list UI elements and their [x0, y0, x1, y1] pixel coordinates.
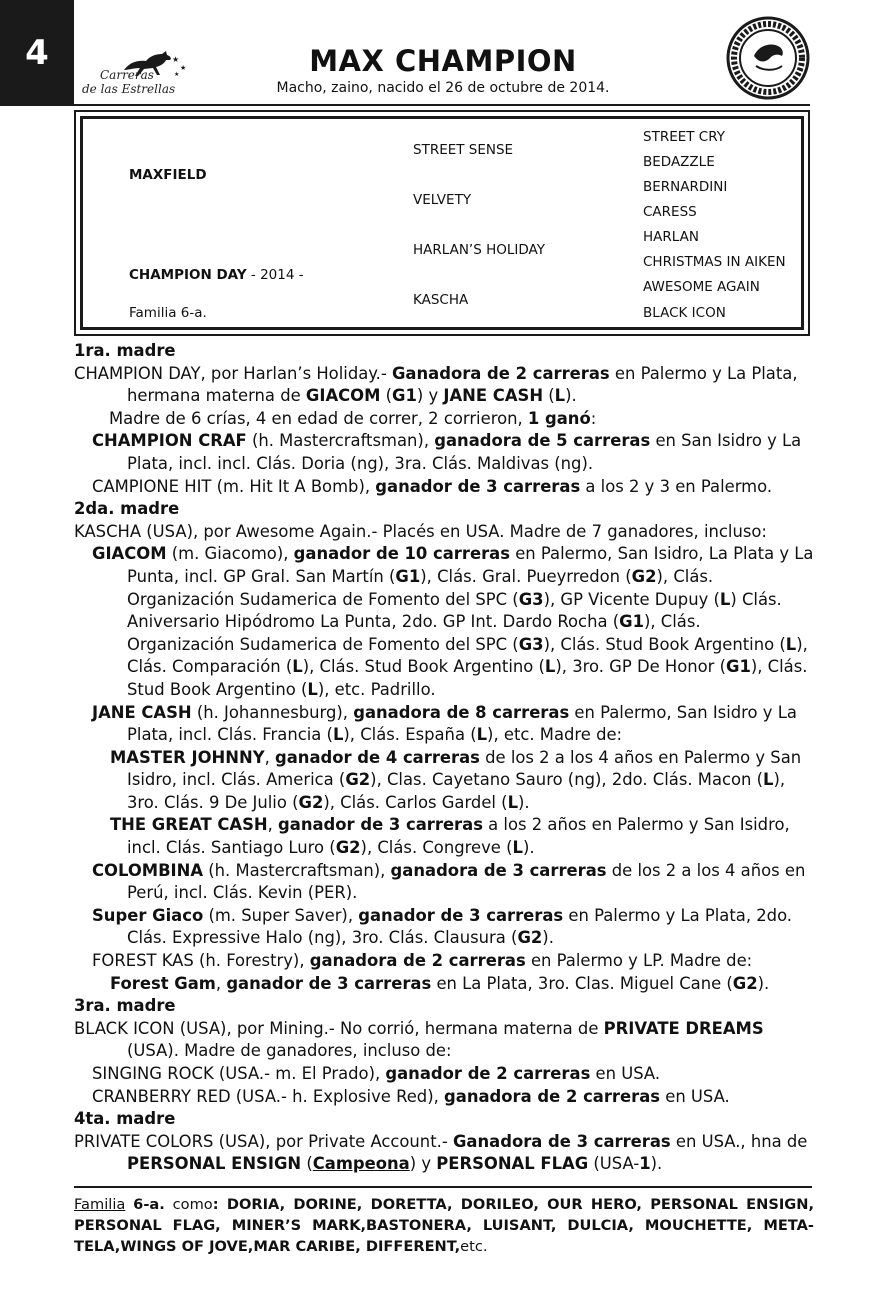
produce-entry: Forest Gam, ganador de 3 carreras en La Plata, 3ro. Clas. Miguel Cane (G2). [110, 973, 770, 993]
footer-rule [74, 1186, 812, 1188]
pedigree-g3: BEDAZZLE [643, 154, 715, 170]
family-list: : DORIA, DORINE, DORETTA, DORILEO, OUR HERO, PERSONAL ENSIGN, PERSONAL FLAG, MINER’S MARK,BASTONERA, LUISANT, DULCIA, MOUCHETTE, META-TELA,WINGS OF JOVE,MAR CARIBE, DIFFERENT, [74, 1196, 814, 1255]
pedigree-dam-dam: KASCHA [413, 292, 469, 308]
third-dam-text: BLACK ICON (USA), por Mining.- No corrió, hermana materna de PRIVATE DREAMS (USA). Madre de ganadores, incluso de: [74, 1018, 764, 1061]
pedigree-g3: STREET CRY [643, 129, 725, 145]
produce-entry: CRANBERRY RED (USA.- h. Explosive Red), ganadora de 2 carreras en USA. [92, 1086, 730, 1106]
section-fourth-dam: 4ta. madre [74, 1109, 176, 1129]
first-dam-text: CHAMPION DAY, por Harlan’s Holiday.- Ganadora de 2 carreras en Palermo y La Plata, hermana materna de GIACOM (G1) y JANE CASH (L). [74, 363, 798, 406]
produce-entry: SINGING ROCK (USA.- m. El Prado), ganador de 2 carreras en USA. [92, 1064, 661, 1083]
pedigree-g3: CHRISTMAS IN AIKEN [643, 254, 786, 270]
produce-entry: COLOMBINA (h. Mastercraftsman), ganadora de 3 carreras de los 2 a los 4 años en Perú, incl. Clás. Kevin (PER). [92, 860, 806, 903]
family-footer [74, 1194, 814, 1257]
svg-text:★: ★ [180, 64, 187, 72]
svg-text:★: ★ [172, 55, 180, 64]
horse-name-title: MAX CHAMPION [309, 44, 577, 78]
pedigree-dam: CHAMPION DAY [129, 267, 247, 283]
family-label: Familia [74, 1196, 126, 1213]
produce-entry: Super Giaco (m. Super Saver), ganador de 3 carreras en Palermo y La Plata, 2do. Clás. Expressive Halo (ng), 3ro. Clás. Clausura (G2). [92, 905, 793, 948]
pedigree-g3: CARESS [643, 204, 697, 220]
family-como: como [164, 1196, 213, 1213]
second-dam-text: KASCHA (USA), por Awesome Again.- Placés en USA. Madre de 7 ganadores, incluso: [74, 521, 767, 541]
pedigree-dam-line [129, 267, 304, 283]
pedigree-sire-dam: VELVETY [413, 192, 472, 208]
section-third-dam: 3ra. madre [74, 996, 176, 1016]
pedigree-dam-sire: HARLAN’S HOLIDAY [413, 242, 545, 258]
carreras-de-las-estrellas-logo [80, 48, 190, 104]
section-first-dam: 1ra. madre [74, 341, 176, 360]
produce-entry: CHAMPION CRAF (h. Mastercraftsman), ganadora de 5 carreras en San Isidro y La Plata, incl. incl. Clás. Doria (ng), 3ra. Clás. Maldivas (ng). [92, 431, 802, 473]
produce-entry: THE GREAT CASH, ganador de 3 carreras a los 2 años en Palermo y San Isidro, incl. Clás. Santiago Luro (G2), Clás. Congreve (L). [110, 815, 790, 858]
produce-entry: GIACOM (m. Giacomo), ganador de 10 carreras en Palermo, San Isidro, La Plata y La Punta, incl. GP Gral. San Martín (G1), Clás. Gral. Pueyrredon (G2), Clás. Organización Sudamerica de Fomento del SPC (G3), GP Vicente Dupuy (L) Clás. Aniversario Hipódromo La Punta, 2do. GP Int. Dardo Rocha (G1), Clás. Organización Sudamerica de Fomento del SPC (G3), Clás. Stud Book Argentino (L), Clás. Comparación (L), Clás. Stud Book Argentino (L), 3ro. GP De Honor (G1), Clás. Stud Book Argentino (L), etc. Padrillo. [92, 544, 814, 699]
logo-line2: de las Estrellas [82, 82, 176, 96]
produce-entry: MASTER JOHNNY, ganador de 4 carreras de los 2 a los 4 años en Palermo y San Isidro, incl. Clás. America (G2), Clas. Cayetano Sauro (ng), 2do. Clás. Macon (L), 3ro. Clás. 9 De Julio (G2), Clás. Carlos Gardel (L). [110, 747, 802, 812]
svg-text:★: ★ [174, 71, 180, 78]
pedigree-dam-year: - 2014 - [246, 267, 304, 283]
logo-line1: Carreras [100, 68, 154, 82]
header-rule [74, 104, 810, 106]
fourth-dam-text: PRIVATE COLORS (USA), por Private Account.- Ganadora de 3 carreras en USA., hna de PERSONAL ENSIGN (Campeona) y PERSONAL FLAG (USA-1). [74, 1131, 808, 1174]
section-second-dam: 2da. madre [74, 499, 180, 519]
produce-entry: CAMPIONE HIT (m. Hit It A Bomb), ganador de 3 carreras a los 2 y 3 en Palermo. [92, 476, 773, 496]
produce-entry: FOREST KAS (h. Forestry), ganadora de 2 carreras en Palermo y LP. Madre de: [92, 951, 753, 971]
produce-record [74, 340, 814, 1176]
produce-entry: JANE CASH (h. Johannesburg), ganadora de 8 carreras en Palermo, San Isidro y La Plata, incl. Clás. Francia (L), Clás. España (L), etc. Madre de: [92, 702, 797, 745]
lot-number: 4 [0, 0, 74, 106]
pedigree-sire-sire: STREET SENSE [413, 142, 514, 158]
breeders-cup-seal-icon [726, 16, 810, 100]
pedigree-g3: HARLAN [643, 229, 699, 245]
pedigree-family: Familia 6-a. [129, 305, 207, 321]
first-dam-produce: Madre de 6 crías, 4 en edad de correr, 2 corrieron, 1 ganó: [109, 408, 597, 428]
family-etc: etc. [460, 1238, 488, 1255]
pedigree-g3: AWESOME AGAIN [643, 279, 760, 295]
family-code: 6-a. [133, 1196, 165, 1213]
pedigree-g3: BLACK ICON [643, 305, 726, 321]
pedigree-sire: MAXFIELD [129, 167, 207, 183]
horse-subtitle: Macho, zaino, nacido el 26 de octubre de 2014. [276, 80, 610, 96]
pedigree-table [74, 110, 810, 336]
pedigree-g3: BERNARDINI [643, 179, 728, 195]
